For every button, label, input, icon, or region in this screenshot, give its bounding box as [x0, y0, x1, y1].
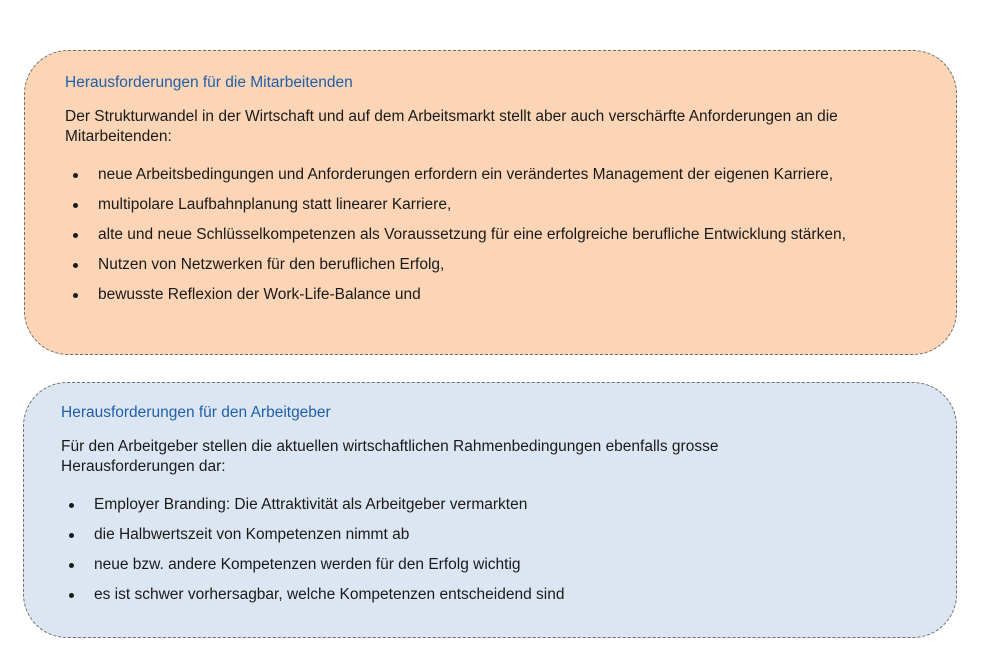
- list-item-text: Employer Branding: Die Attraktivität als Arbeitgeber vermarkten: [94, 496, 528, 513]
- list-item: [61, 555, 932, 575]
- list-item: [65, 225, 932, 245]
- list-item-text: die Halbwertszeit von Kompetenzen nimmt ab: [94, 526, 410, 543]
- bullet-icon: [69, 563, 74, 568]
- list-item: [61, 585, 932, 605]
- list-item-text: neue Arbeitsbedingungen und Anforderungen erfordern ein verändertes Management der eigenen Karriere,: [98, 166, 834, 183]
- bullet-icon: [69, 593, 74, 598]
- list-item-text: neue bzw. andere Kompetenzen werden für den Erfolg wichtig: [94, 556, 521, 573]
- employees-section-intro: Der Strukturwandel in der Wirtschaft und auf dem Arbeitsmarkt stellt aber auch verschärfte Anforderungen an die Mitarbeitenden:: [65, 108, 838, 145]
- list-item: [65, 195, 932, 215]
- employer-bullet-list: [61, 495, 932, 605]
- bullet-icon: [73, 203, 78, 208]
- list-item-text: bewusste Reflexion der Work-Life-Balance und: [98, 286, 421, 303]
- list-item: [65, 165, 932, 185]
- bullet-icon: [69, 533, 74, 538]
- employees-challenges-box: [24, 50, 957, 355]
- bullet-icon: [73, 233, 78, 238]
- bullet-icon: [69, 503, 74, 508]
- list-item: [65, 255, 932, 275]
- bullet-icon: [73, 263, 78, 268]
- employer-section-title: Herausforderungen für den Arbeitgeber: [61, 404, 331, 421]
- employer-challenges-box: [23, 382, 957, 638]
- employer-section-intro: Für den Arbeitgeber stellen die aktuellen wirtschaftlichen Rahmenbedingungen ebenfalls grosse Herausforderungen dar:: [61, 438, 719, 475]
- list-item-text: multipolare Laufbahnplanung statt linearer Karriere,: [98, 196, 452, 213]
- list-item-text: es ist schwer vorhersagbar, welche Kompetenzen entscheidend sind: [94, 586, 565, 603]
- list-item: [61, 525, 932, 545]
- bullet-icon: [73, 173, 78, 178]
- list-item-text: Nutzen von Netzwerken für den beruflichen Erfolg,: [98, 256, 445, 273]
- employees-section-title: Herausforderungen für die Mitarbeitenden: [65, 74, 353, 91]
- list-item: [65, 285, 932, 305]
- employees-bullet-list: [65, 165, 932, 305]
- list-item: [61, 495, 932, 515]
- bullet-icon: [73, 293, 78, 298]
- list-item-text: alte und neue Schlüsselkompetenzen als Voraussetzung für eine erfolgreiche berufliche Entwicklung stärken,: [98, 226, 846, 243]
